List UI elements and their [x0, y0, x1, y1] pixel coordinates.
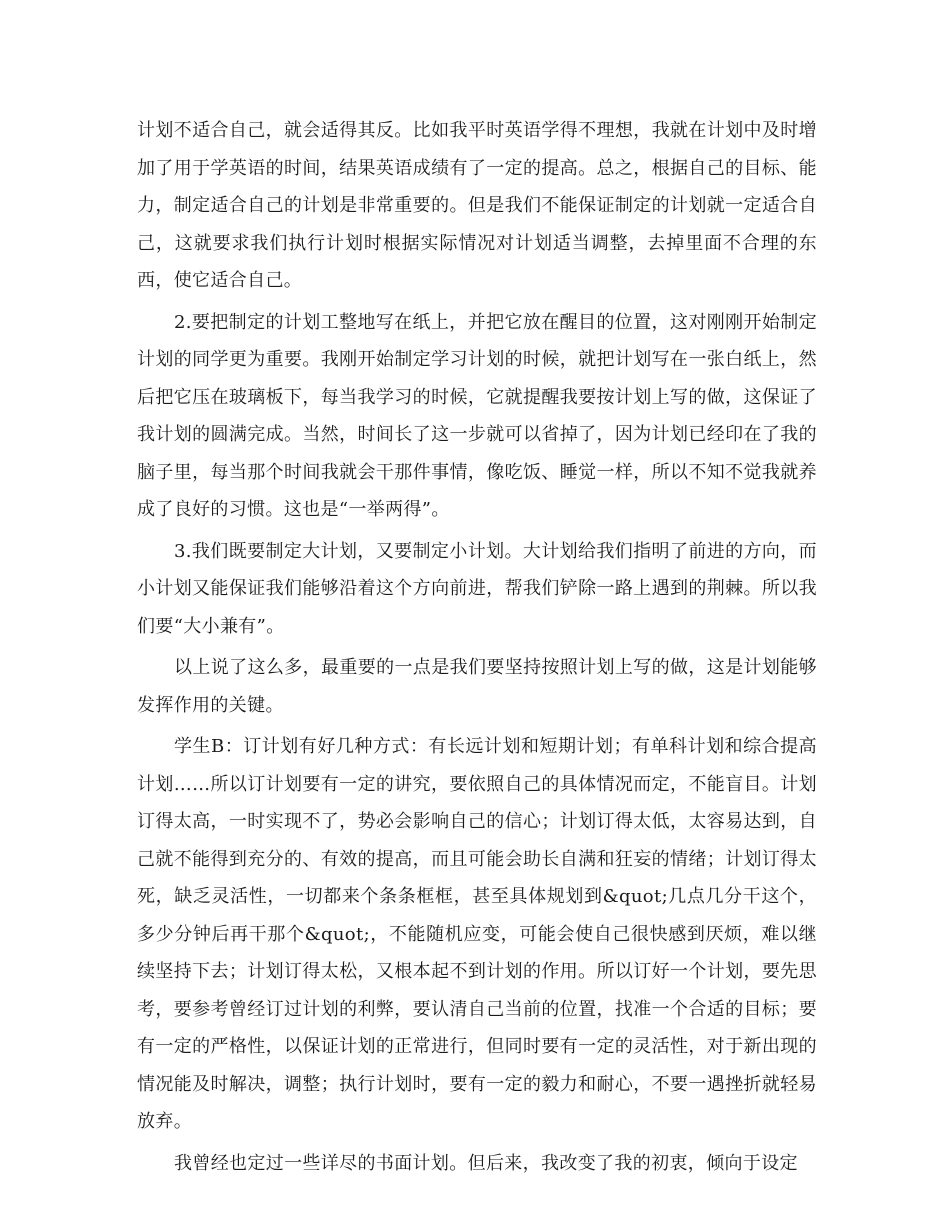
paragraph-summary: 以上说了这么多，最重要的一点是我们要坚持按照计划上写的做，这是计划能够发挥作用的关键。 — [137, 657, 817, 716]
paragraph-student-b: 学生B：订计划有好几种方式：有长远计划和短期计划；有单科计划和综合提高计划……所以订计划要有一定的讲究，要依照自己的具体情况而定，不能盲目。计划订得太高，一时实现不了，势必会影响自己的信心；计划订得太低，太容易达到，自己就不能得到充分的、有效的提高，而且可能会助长自满和狂妄的情绪；计划订得太死，缺乏灵活性，一切都来个条条框框，甚至具体规划到&quot;几点几分干这个，多少分钟后再干那个&quot;，不能随机应变，可能会使自己很快感到厌烦，难以继续坚持下去；计划订得太松，又根本起不到计划的作用。所以订好一个计划，要先思考，要参考曾经订过计划的利弊，要认清自己当前的位置，找准一个合适的目标；要有一定的严格性，以保证计划的正常进行，但同时要有一定的灵活性，对于新出现的情况能及时解决，调整；执行计划时，要有一定的毅力和耐心，不要一遇挫折就轻易放弃。 — [137, 736, 817, 1132]
document-body — [137, 112, 817, 1182]
paragraph-continuation: 计划不适合自己，就会适得其反。比如我平时英语学得不理想，我就在计划中及时增加了用于学英语的时间，结果英语成绩有了一定的提高。总之，根据自己的目标、能力，制定适合自己的计划是非常重要的。但是我们不能保证制定的计划就一定适合自己，这就要求我们执行计划时根据实际情况对计划适当调整，去掉里面不合理的东西，使它适合自己。 — [137, 120, 817, 291]
paragraph-point-3: 3.我们既要制定大计划，又要制定小计划。大计划给我们指明了前进的方向，而小计划又能保证我们能够沿着这个方向前进，帮我们铲除一路上遇到的荆棘。所以我们要“大小兼有”。 — [137, 540, 817, 637]
paragraph-closing: 我曾经也定过一些详尽的书面计划。但后来，我改变了我的初衷，倾向于设定 — [174, 1152, 798, 1174]
paragraph-point-2: 2.要把制定的计划工整地写在纸上，并把它放在醒目的位置，这对刚刚开始制定计划的同学更为重要。我刚开始制定学习计划的时候，就把计划写在一张白纸上，然后把它压在玻璃板下，每当我学习的时候，它就提醒我要按计划上写的做，这保证了我计划的圆满完成。当然，时间长了这一步就可以省掉了，因为计划已经印在了我的脑子里，每当那个时间我就会干那件事情，像吃饭、睡觉一样，所以不知不觉我就养成了良好的习惯。这也是“一举两得”。 — [137, 311, 817, 520]
